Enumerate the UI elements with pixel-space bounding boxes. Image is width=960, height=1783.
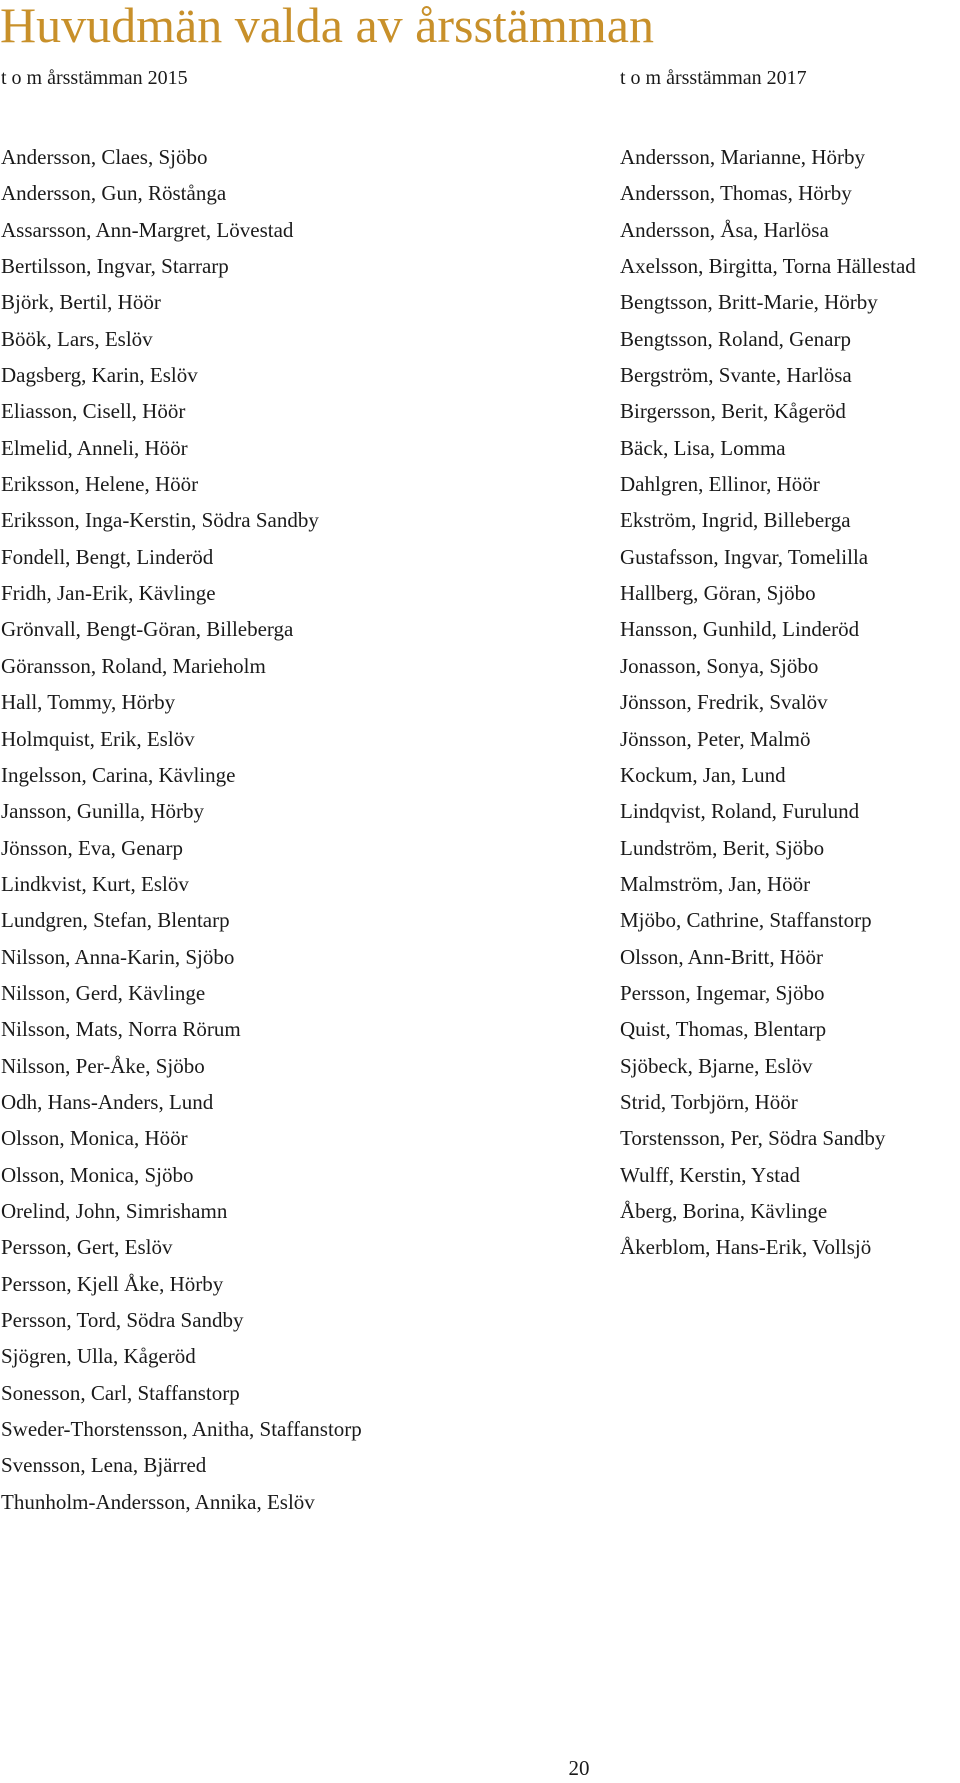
- name-entry: Sjögren, Ulla, Kågeröd: [1, 1344, 196, 1369]
- name-entry: Lundgren, Stefan, Blentarp: [1, 908, 230, 933]
- name-entry: Torstensson, Per, Södra Sandby: [620, 1126, 886, 1151]
- name-entry: Olsson, Ann-Britt, Höör: [620, 944, 824, 969]
- name-entry: Dagsberg, Karin, Eslöv: [1, 363, 198, 388]
- page-number: 20: [568, 1756, 590, 1780]
- name-entry: Bengtsson, Britt-Marie, Hörby: [620, 290, 878, 315]
- name-entry: Bäck, Lisa, Lomma: [620, 435, 786, 460]
- name-entry: Andersson, Claes, Sjöbo: [1, 145, 208, 169]
- name-entry: Nilsson, Per-Åke, Sjöbo: [1, 1053, 205, 1078]
- name-entry: Dahlgren, Ellinor, Höör: [620, 472, 820, 497]
- name-entry: Eriksson, Helene, Höör: [1, 472, 199, 497]
- name-entry: Ingelsson, Carina, Kävlinge: [1, 762, 236, 787]
- name-entry: Holmquist, Erik, Eslöv: [1, 726, 195, 751]
- name-entry: Nilsson, Gerd, Kävlinge: [1, 980, 206, 1005]
- name-entry: Sonesson, Carl, Staffanstorp: [1, 1380, 240, 1405]
- left-column-heading: t o m årsstämman 2015: [1, 67, 188, 89]
- name-entry: Lindkvist, Kurt, Eslöv: [1, 871, 189, 896]
- page-title: Huvudmän valda av årsstämman: [0, 0, 654, 53]
- name-entry: Kockum, Jan, Lund: [620, 762, 786, 787]
- name-entry: Axelsson, Birgitta, Torna Hällestad: [620, 254, 916, 279]
- name-entry: Hall, Tommy, Hörby: [1, 690, 176, 715]
- name-entry: Strid, Torbjörn, Höör: [620, 1089, 798, 1114]
- name-entry: Fondell, Bengt, Linderöd: [1, 544, 214, 569]
- name-entry: Mjöbo, Cathrine, Staffanstorp: [620, 908, 872, 933]
- name-entry: Andersson, Gun, Röstånga: [1, 181, 227, 206]
- name-entry: Wulff, Kerstin, Ystad: [620, 1162, 800, 1187]
- name-entry: Eriksson, Inga-Kerstin, Södra Sandby: [1, 508, 319, 533]
- name-entry: Persson, Tord, Södra Sandby: [1, 1308, 244, 1332]
- name-entry: Andersson, Thomas, Hörby: [620, 181, 852, 206]
- name-entry: Ekström, Ingrid, Billeberga: [620, 508, 851, 533]
- name-entry: Jansson, Gunilla, Hörby: [1, 799, 204, 824]
- name-entry: Böök, Lars, Eslöv: [1, 326, 153, 351]
- name-entry: Åberg, Borina, Kävlinge: [620, 1198, 828, 1223]
- name-entry: Jonasson, Sonya, Sjöbo: [620, 653, 819, 678]
- name-entry: Persson, Gert, Eslöv: [1, 1235, 173, 1260]
- left-name-list: [1, 139, 362, 1520]
- name-entry: Göransson, Roland, Marieholm: [1, 653, 266, 678]
- name-entry: Olsson, Monica, Höör: [1, 1126, 188, 1151]
- name-entry: Björk, Bertil, Höör: [1, 290, 161, 315]
- name-entry: Svensson, Lena, Bjärred: [1, 1453, 207, 1478]
- name-entry: Birgersson, Berit, Kågeröd: [620, 399, 846, 424]
- name-entry: Persson, Ingemar, Sjöbo: [620, 980, 825, 1005]
- name-entry: Bergström, Svante, Harlösa: [620, 363, 852, 388]
- name-entry: Jönsson, Peter, Malmö: [620, 726, 811, 751]
- name-entry: Nilsson, Mats, Norra Rörum: [1, 1017, 241, 1042]
- name-entry: Orelind, John, Simrishamn: [1, 1198, 228, 1223]
- name-entry: Sweder-Thorstensson, Anitha, Staffanstorp: [1, 1417, 362, 1442]
- name-entry: Hallberg, Göran, Sjöbo: [620, 581, 816, 606]
- name-entry: Hansson, Gunhild, Linderöd: [620, 617, 860, 642]
- name-entry: Sjöbeck, Bjarne, Eslöv: [620, 1053, 813, 1078]
- name-entry: Åkerblom, Hans-Erik, Vollsjö: [620, 1235, 872, 1260]
- name-entry: Olsson, Monica, Sjöbo: [1, 1162, 194, 1187]
- name-entry: Thunholm-Andersson, Annika, Eslöv: [1, 1489, 315, 1514]
- name-entry: Lindqvist, Roland, Furulund: [620, 799, 860, 824]
- name-entry: Eliasson, Cisell, Höör: [1, 399, 186, 424]
- name-entry: Bertilsson, Ingvar, Starrarp: [1, 254, 229, 279]
- name-entry: Andersson, Marianne, Hörby: [620, 145, 865, 169]
- name-entry: Odh, Hans-Anders, Lund: [1, 1089, 214, 1114]
- name-entry: Jönsson, Eva, Genarp: [1, 835, 183, 860]
- name-entry: Grönvall, Bengt-Göran, Billeberga: [1, 617, 294, 642]
- name-entry: Quist, Thomas, Blentarp: [620, 1017, 827, 1042]
- name-entry: Nilsson, Anna-Karin, Sjöbo: [1, 944, 235, 969]
- name-entry: Jönsson, Fredrik, Svalöv: [620, 690, 828, 715]
- name-entry: Fridh, Jan-Erik, Kävlinge: [1, 581, 216, 606]
- name-entry: Andersson, Åsa, Harlösa: [620, 217, 829, 242]
- name-entry: Elmelid, Anneli, Höör: [1, 435, 188, 460]
- name-entry: Gustafsson, Ingvar, Tomelilla: [620, 544, 869, 569]
- name-entry: Persson, Kjell Åke, Hörby: [1, 1271, 224, 1296]
- right-column-heading: t o m årsstämman 2017: [620, 67, 807, 89]
- name-entry: Lundström, Berit, Sjöbo: [620, 835, 825, 860]
- name-entry: Assarsson, Ann-Margret, Lövestad: [1, 217, 294, 242]
- name-entry: Bengtsson, Roland, Genarp: [620, 326, 851, 351]
- name-entry: Malmström, Jan, Höör: [620, 871, 811, 896]
- right-name-list: [620, 139, 916, 1266]
